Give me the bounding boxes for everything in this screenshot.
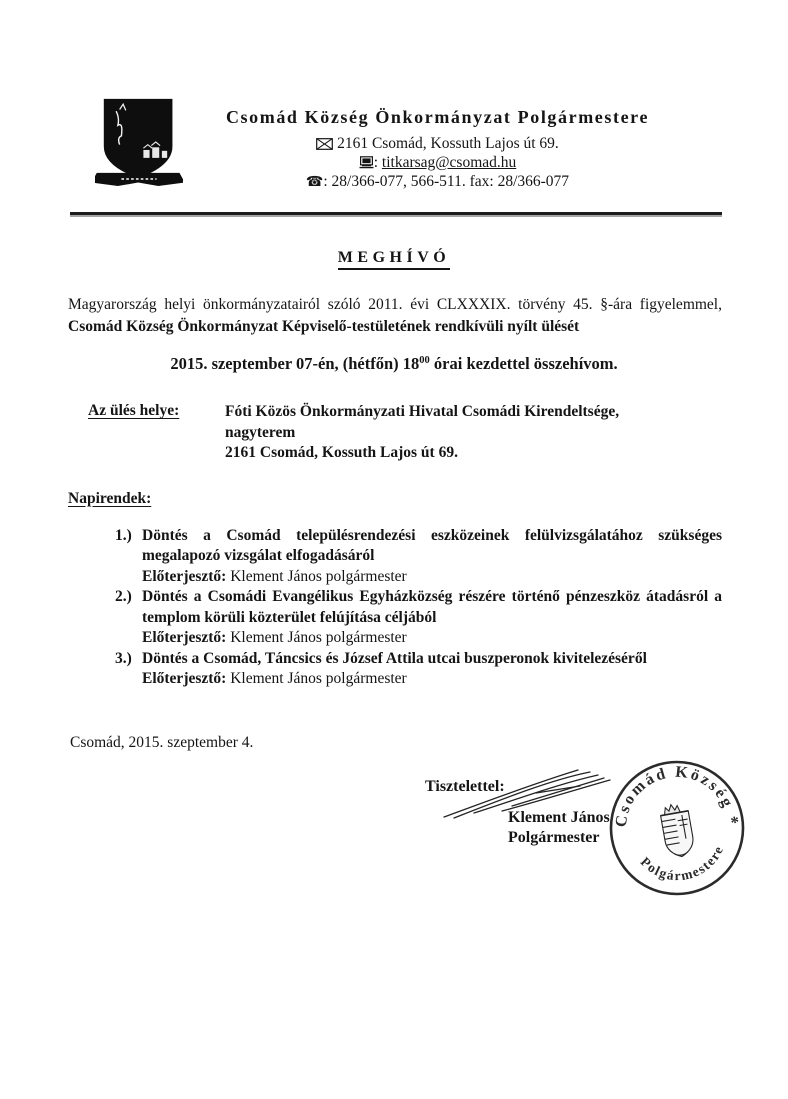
agenda-item-title: Döntés a Csomádi Evangélikus Egyházközség részére történő pénzeszköz átadásról a templom körüli közterület felújítása céljából (142, 588, 722, 626)
intro-paragraph (68, 294, 722, 337)
datetime-after: órai kezdettel összehívom. (429, 354, 618, 373)
presenter-label: Előterjesztő: (142, 567, 227, 585)
agenda-item-number: 3.) (115, 649, 132, 667)
signer-name: Klement János (508, 809, 610, 826)
document-title (0, 249, 788, 270)
stamp-star: * (729, 812, 741, 833)
agenda-item-body (142, 649, 722, 690)
presenter-name: Klement János polgármester (226, 629, 407, 646)
letterhead-text (183, 95, 722, 202)
presenter-name: Klement János polgármester (226, 567, 407, 585)
signer (508, 808, 610, 848)
closing-date-line: Csomád, 2015. szeptember 4. (70, 733, 254, 751)
stamp-bottom-text: Polgármestere (637, 842, 727, 884)
agenda-item-title: Döntés a Csomád, Táncsics és József Attila utcai buszperonok kivitelezéséről (142, 649, 647, 667)
salutation: Tisztelettel: (425, 777, 505, 795)
agenda-item-presenter (142, 669, 722, 690)
letterhead-email-line (183, 153, 692, 172)
venue-address (225, 402, 619, 464)
email-separator: : (373, 154, 379, 171)
agenda-item (115, 649, 722, 690)
letterhead-phone-line (183, 172, 692, 192)
agenda-item-title: Döntés a Csomád településrendezési eszközeinek felülvizsgálatához szükséges megalapozó vizsgálat elfogadásáról (142, 526, 722, 564)
intro-text-normal: Magyarország helyi önkormányzatairól szóló 2011. évi CLXXXIX. törvény 45. §-ára figyelemmel, (68, 296, 722, 313)
signature-block (440, 758, 770, 923)
venue-section (88, 402, 722, 464)
email-link[interactable]: titkarsag@csomad.hu (381, 154, 517, 171)
presenter-label: Előterjesztő: (142, 670, 227, 687)
venue-line: Fóti Közös Önkormányzati Hivatal Csomádi Kirendeltsége, (225, 403, 620, 420)
agenda-list (115, 526, 722, 690)
letterhead-address: 2161 Csomád, Kossuth Lajos út 69. (337, 135, 559, 152)
agenda-item-number: 1.) (115, 526, 132, 544)
agenda-item-presenter (142, 628, 722, 649)
letterhead-address-line (183, 134, 692, 153)
agenda-item-body (142, 526, 722, 588)
computer-icon (359, 156, 374, 169)
signer-title: Polgármester (508, 829, 600, 846)
agenda-item-number: 2.) (115, 588, 132, 605)
letterhead-title: Csomád Község Önkormányzat Polgármestere (225, 107, 650, 127)
agenda-heading: Napirendek: (68, 489, 152, 507)
datetime-before: 2015. szeptember 07-én, (hétfőn) 18 (170, 354, 420, 373)
stamp-coat-of-arms (659, 802, 696, 859)
official-round-stamp (607, 758, 747, 898)
presenter-label: Előterjesztő: (142, 629, 227, 646)
letterhead-phone: : 28/366-077, 566-511. fax: 28/366-077 (323, 173, 570, 190)
agenda-item-body (142, 587, 722, 649)
header-divider (70, 212, 722, 215)
municipal-coat-of-arms (95, 95, 183, 202)
venue-line: 2161 Csomád, Kossuth Lajos út 69. (225, 444, 458, 461)
meeting-datetime-line (40, 354, 748, 374)
agenda-item (115, 587, 722, 649)
envelope-icon (316, 138, 333, 150)
intro-text-bold: Csomád Község Önkormányzat Képviselő-testületének rendkívüli nyílt ülését (68, 317, 580, 335)
agenda-item (115, 526, 722, 588)
document-title-text: MEGHÍVÓ (338, 249, 450, 270)
datetime-superscript: 00 (419, 355, 430, 366)
letterhead (95, 95, 722, 202)
venue-line: nagyterem (225, 423, 296, 441)
presenter-name: Klement János polgármester (226, 670, 407, 687)
stamp-top-text: Csomád Község (612, 763, 737, 829)
phone-icon: ☎ (305, 174, 324, 190)
agenda-item-presenter (142, 567, 722, 588)
coat-of-arms-graphic (95, 95, 183, 197)
venue-label: Az ülés helye: (88, 402, 180, 419)
